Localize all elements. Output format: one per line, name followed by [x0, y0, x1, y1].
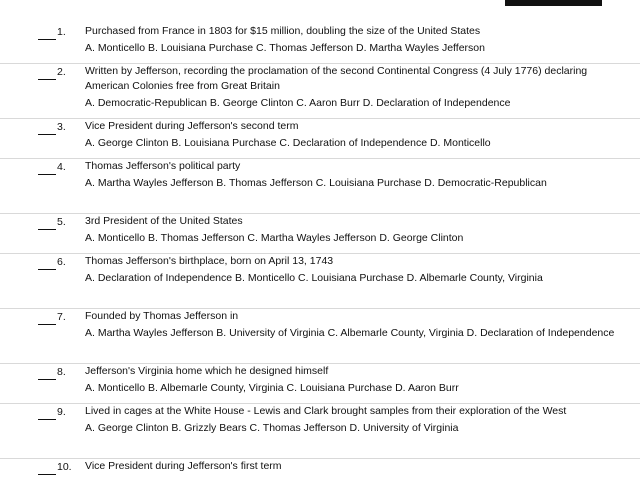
question-item-9: [0, 404, 640, 459]
question-body: [85, 309, 615, 341]
answer-blank[interactable]: [38, 134, 56, 135]
question-number: 7.: [57, 311, 66, 323]
answer-blank[interactable]: [38, 229, 56, 230]
question-body: [85, 64, 615, 111]
question-prompt: Founded by Thomas Jefferson in: [85, 310, 239, 322]
answer-choices: A. Monticello B. Albemarle County, Virginia C. Louisiana Purchase D. Aaron Burr: [85, 382, 459, 394]
header-black-bar: [505, 0, 602, 6]
question-item-3: [0, 119, 640, 159]
question-prompt: Written by Jefferson, recording the proclamation of the second Continental Congress (4 July 1776) declaring American Colonies free from Great Britain: [85, 65, 588, 92]
question-body: [85, 459, 615, 476]
question-body: [85, 364, 615, 396]
question-prompt: 3rd President of the United States: [85, 215, 243, 227]
question-item-4: [0, 159, 640, 214]
question-number: 5.: [57, 216, 66, 228]
answer-choices: A. Martha Wayles Jefferson B. University of Virginia C. Albemarle County, Virginia D. Declaration of Independence: [85, 327, 615, 339]
answer-blank[interactable]: [38, 269, 56, 270]
question-prompt: Purchased from France in 1803 for $15 million, doubling the size of the United States: [85, 25, 481, 37]
answer-blank[interactable]: [38, 174, 56, 175]
answer-blank[interactable]: [38, 39, 56, 40]
question-item-6: [0, 254, 640, 309]
question-item-7: [0, 309, 640, 364]
question-number: 1.: [57, 26, 66, 38]
answer-choices: A. George Clinton B. Grizzly Bears C. Thomas Jefferson D. University of Virginia: [85, 422, 459, 434]
question-body: [85, 214, 615, 246]
question-number: 4.: [57, 161, 66, 173]
question-prompt: Vice President during Jefferson's second term: [85, 120, 299, 132]
question-prompt: Thomas Jefferson's political party: [85, 160, 241, 172]
answer-choices: A. George Clinton B. Louisiana Purchase C. Declaration of Independence D. Monticello: [85, 137, 491, 149]
question-prompt: Jefferson's Virginia home which he designed himself: [85, 365, 329, 377]
answer-blank[interactable]: [38, 474, 56, 475]
answer-blank[interactable]: [38, 324, 56, 325]
question-number: 9.: [57, 406, 66, 418]
question-item-8: [0, 364, 640, 404]
question-number: 3.: [57, 121, 66, 133]
answer-choices: A. Martha Wayles Jefferson B. Thomas Jefferson C. Louisiana Purchase D. Democratic-Republican: [85, 177, 547, 189]
question-item-5: [0, 214, 640, 254]
question-number: 10.: [57, 461, 72, 473]
answer-choices: A. Monticello B. Thomas Jefferson C. Martha Wayles Jefferson D. George Clinton: [85, 232, 464, 244]
question-list: [0, 24, 640, 479]
question-body: [85, 254, 615, 286]
question-item-1: [0, 24, 640, 64]
answer-blank[interactable]: [38, 79, 56, 80]
answer-choices: A. Monticello B. Louisiana Purchase C. Thomas Jefferson D. Martha Wayles Jefferson: [85, 42, 485, 54]
answer-blank[interactable]: [38, 379, 56, 380]
question-body: [85, 24, 615, 56]
question-number: 2.: [57, 66, 66, 78]
answer-choices: A. Democratic-Republican B. George Clinton C. Aaron Burr D. Declaration of Independence: [85, 97, 511, 109]
question-prompt: Lived in cages at the White House - Lewis and Clark brought samples from their exploration of the West: [85, 405, 567, 417]
answer-choices: A. Declaration of Independence B. Monticello C. Louisiana Purchase D. Albemarle County, Virginia: [85, 272, 543, 284]
question-item-10: [0, 459, 640, 479]
question-item-2: [0, 64, 640, 119]
question-body: [85, 119, 615, 151]
question-prompt: Thomas Jefferson's birthplace, born on April 13, 1743: [85, 255, 334, 267]
question-number: 6.: [57, 256, 66, 268]
question-body: [85, 159, 615, 191]
question-prompt: Vice President during Jefferson's first term: [85, 460, 282, 472]
answer-blank[interactable]: [38, 419, 56, 420]
question-body: [85, 404, 615, 436]
question-number: 8.: [57, 366, 66, 378]
